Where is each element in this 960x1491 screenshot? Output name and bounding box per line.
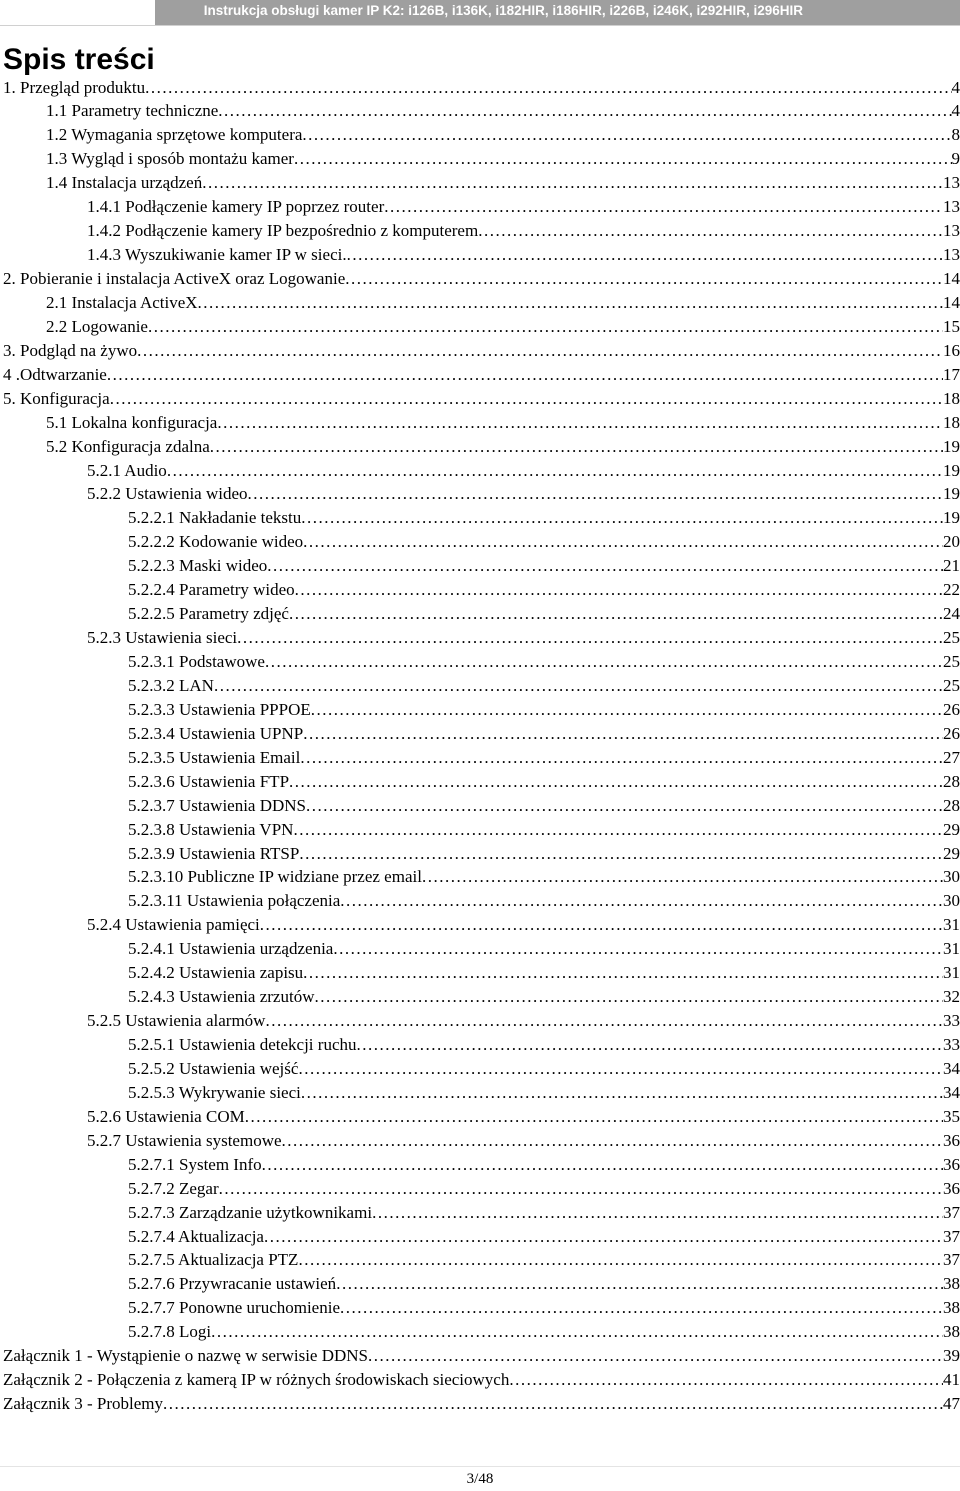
toc-entry[interactable] xyxy=(3,387,960,411)
toc-leader-dots xyxy=(265,1009,943,1033)
toc-entry-title: 5.2.3.9 Ustawienia RTSP xyxy=(128,843,300,863)
toc-entry[interactable] xyxy=(3,770,960,794)
toc-entry-page: 29 xyxy=(943,819,960,839)
toc-entry-title: 5.2.7.2 Zegar xyxy=(128,1178,219,1198)
toc-entry[interactable] xyxy=(3,1057,960,1081)
toc-leader-dots xyxy=(163,1392,943,1416)
toc-entry[interactable] xyxy=(3,1225,960,1249)
toc-entry-title: 5.2.4.1 Ustawienia urządzenia xyxy=(128,939,334,959)
toc-leader-dots xyxy=(210,435,943,459)
toc-entry[interactable] xyxy=(3,1320,960,1344)
toc-leader-dots xyxy=(298,1248,943,1272)
toc-entry-title: 5.2.7.8 Logi xyxy=(128,1322,212,1342)
toc-leader-dots xyxy=(303,530,943,554)
toc-entry[interactable] xyxy=(3,554,960,578)
toc-entry-title: 1.4.3 Wyszukiwanie kamer IP w sieci. xyxy=(87,245,347,265)
toc-entry-title: Załącznik 1 - Wystąpienie o nazwę w serwisie DDNS xyxy=(3,1346,368,1366)
toc-leader-dots xyxy=(295,578,943,602)
toc-entry-title: 5.2.3.6 Ustawienia FTP xyxy=(128,771,290,791)
toc-entry[interactable] xyxy=(3,865,960,889)
toc-entry-title: 5.2.7.6 Przywracanie ustawień xyxy=(128,1274,337,1294)
toc-leader-dots xyxy=(333,937,943,961)
toc-entry[interactable] xyxy=(3,243,960,267)
toc-entry[interactable] xyxy=(3,722,960,746)
toc-entry-title: 1.4 Instalacja urządzeń xyxy=(46,173,203,193)
toc-leader-dots xyxy=(301,1081,943,1105)
toc-leader-dots xyxy=(340,1296,943,1320)
toc-entry[interactable] xyxy=(3,315,960,339)
toc-entry-title: 2.1 Instalacja ActiveX xyxy=(46,292,198,312)
toc-leader-dots xyxy=(293,818,943,842)
toc-leader-dots xyxy=(303,961,943,985)
toc-entry[interactable] xyxy=(3,435,960,459)
toc-entry-page: 30 xyxy=(943,891,960,911)
toc-leader-dots xyxy=(214,674,943,698)
toc-entry[interactable] xyxy=(3,1153,960,1177)
toc-entry-page: 24 xyxy=(943,604,960,624)
header-divider xyxy=(0,25,960,26)
toc-leader-dots xyxy=(306,794,943,818)
toc-entry[interactable] xyxy=(3,889,960,913)
toc-entry-page: 33 xyxy=(943,1035,960,1054)
toc-leader-dots xyxy=(198,291,943,315)
toc-leader-dots xyxy=(294,147,952,171)
toc-entry-page: 36 xyxy=(943,1130,960,1150)
toc-leader-dots xyxy=(264,1225,943,1249)
toc-entry-title: 1.1 Parametry techniczne xyxy=(46,101,219,121)
toc-entry-page: 15 xyxy=(943,316,960,336)
document-title: Instrukcja obsługi kamer IP K2: i126B, i136K, i182HIR, i186HIR, i226B, i246K, i292HIR, i296HIR xyxy=(203,3,803,18)
toc-entry[interactable] xyxy=(3,1368,960,1392)
toc-entry-page: 14 xyxy=(943,292,960,312)
toc-entry-page: 31 xyxy=(943,963,960,983)
toc-entry-title: 5.2.2.2 Kodowanie wideo xyxy=(128,532,304,552)
toc-entry-page: 25 xyxy=(943,652,960,671)
toc-entry[interactable] xyxy=(3,1248,960,1272)
toc-entry[interactable] xyxy=(3,794,960,818)
toc-entry-page: 13 xyxy=(943,197,960,217)
toc-entry-page: 20 xyxy=(943,532,960,552)
toc-entry[interactable] xyxy=(3,746,960,770)
toc-entry[interactable] xyxy=(3,626,960,650)
toc-leader-dots xyxy=(237,626,943,650)
toc-entry-title: 5.2.1 Audio xyxy=(87,460,167,480)
toc-entry-page: 18 xyxy=(943,412,960,432)
toc-entry-page: 31 xyxy=(943,915,960,935)
toc-entry-title: 5.2.3.7 Ustawienia DDNS xyxy=(128,795,307,815)
toc-leader-dots xyxy=(509,1368,943,1392)
toc-entry-page: 21 xyxy=(943,556,960,576)
toc-entry-title: 4 .Odtwarzanie xyxy=(3,364,107,384)
toc-leader-dots xyxy=(211,1320,943,1344)
toc-entry-page: 25 xyxy=(943,628,960,648)
toc-entry[interactable] xyxy=(3,818,960,842)
toc-leader-dots xyxy=(314,985,943,1009)
toc-entry[interactable] xyxy=(3,1081,960,1105)
toc-entry-title: 1. Przegląd produktu xyxy=(3,77,146,97)
toc-leader-dots xyxy=(167,459,943,483)
toc-entry[interactable] xyxy=(3,1392,960,1416)
toc-entry-title: 5.2.7 Ustawienia systemowe xyxy=(87,1130,282,1150)
toc-entry-title: 5.2.4.2 Ustawienia zapisu xyxy=(128,963,304,983)
toc-entry-page: 26 xyxy=(943,699,960,719)
toc-heading: Spis treści xyxy=(3,43,155,76)
toc-entry[interactable] xyxy=(3,578,960,602)
toc-entry[interactable] xyxy=(3,1033,960,1057)
toc-entry-page: 36 xyxy=(943,1178,960,1198)
toc-leader-dots xyxy=(248,482,943,506)
toc-entry-page: 47 xyxy=(943,1394,960,1414)
toc-leader-dots xyxy=(368,1344,943,1368)
toc-entry-title: 3. Podgląd na żywo xyxy=(3,340,138,360)
toc-entry-page: 13 xyxy=(943,221,960,241)
toc-entry[interactable] xyxy=(3,1105,960,1129)
toc-entry-page: 8 xyxy=(951,125,960,145)
toc-leader-dots xyxy=(219,1177,943,1201)
toc-entry-page: 36 xyxy=(943,1154,960,1174)
toc-entry[interactable] xyxy=(3,842,960,866)
toc-entry[interactable] xyxy=(3,482,960,506)
toc-entry-title: 5.2.4.3 Ustawienia zrzutów xyxy=(128,987,315,1007)
toc-leader-dots xyxy=(110,387,943,411)
toc-entry-title: 5.2.3.8 Ustawienia VPN xyxy=(128,819,294,839)
toc-entry-page: 34 xyxy=(943,1058,960,1078)
toc-entry-page: 25 xyxy=(943,675,960,695)
toc-entry-title: 5.2.5 Ustawienia alarmów xyxy=(87,1011,266,1031)
toc-leader-dots xyxy=(347,243,943,267)
toc-entry-title: 5.2.3 Ustawienia sieci xyxy=(87,628,238,648)
toc-entry[interactable] xyxy=(3,147,960,171)
toc-entry-title: 5.2.5.2 Ustawienia wejść xyxy=(128,1058,299,1078)
toc-entry-title: 1.3 Wygląd i sposób montażu kamer xyxy=(46,149,294,169)
page-number: 3/48 xyxy=(466,1471,494,1487)
header-bar xyxy=(0,0,960,25)
toc-entry[interactable] xyxy=(3,76,960,100)
toc-entry[interactable] xyxy=(3,459,960,483)
toc-entry[interactable] xyxy=(3,1296,960,1320)
toc-entry-title: 5.2.7.3 Zarządzanie użytkownikami xyxy=(128,1202,373,1222)
toc-entry[interactable] xyxy=(3,1272,960,1296)
toc-entry-title: 5.2.5.1 Ustawienia detekcji ruchu xyxy=(128,1035,357,1054)
toc-entry-page: 19 xyxy=(943,460,960,480)
table-of-contents xyxy=(3,76,960,1417)
toc-entry-page: 32 xyxy=(943,987,960,1007)
toc-leader-dots xyxy=(267,554,943,578)
toc-entry[interactable] xyxy=(3,506,960,530)
toc-entry-title: 5.2.7.5 Aktualizacja PTZ xyxy=(128,1250,299,1270)
toc-entry-title: 1.4.1 Podłączenie kamery IP poprzez router xyxy=(87,197,385,217)
toc-entry-page: 19 xyxy=(943,508,960,528)
toc-entry[interactable] xyxy=(3,698,960,722)
toc-entry-title: 5.2.3.5 Ustawienia Email xyxy=(128,747,301,767)
toc-entry[interactable] xyxy=(3,99,960,123)
toc-entry-page: 34 xyxy=(943,1082,960,1102)
toc-entry-title: 5.2.2.4 Parametry wideo xyxy=(128,580,295,600)
toc-entry-title: 5.2.3.3 Ustawienia PPPOE xyxy=(128,699,311,719)
toc-leader-dots xyxy=(145,76,951,100)
toc-entry[interactable] xyxy=(3,985,960,1009)
toc-entry-page: 38 xyxy=(943,1298,960,1318)
toc-entry-title: Załącznik 2 - Połączenia z kamerą IP w różnych środowiskach sieciowych xyxy=(3,1370,510,1390)
toc-entry-title: 5.2.3.1 Podstawowe xyxy=(128,652,265,671)
toc-entry-page: 19 xyxy=(943,484,960,504)
toc-leader-dots xyxy=(107,363,943,387)
toc-leader-dots xyxy=(311,698,943,722)
toc-entry-title: 5.2.7.7 Ponowne uruchomienie xyxy=(128,1298,340,1318)
toc-leader-dots xyxy=(262,1153,943,1177)
toc-entry[interactable] xyxy=(3,650,960,674)
toc-leader-dots xyxy=(303,722,943,746)
footer-divider xyxy=(0,1466,960,1467)
toc-leader-dots xyxy=(148,315,943,339)
toc-entry-page: 18 xyxy=(943,388,960,408)
toc-leader-dots xyxy=(478,219,943,243)
toc-entry-title: 2.2 Logowanie xyxy=(46,316,148,336)
toc-entry-page: 30 xyxy=(943,867,960,887)
toc-entry-title: 5.2.2 Ustawienia wideo xyxy=(87,484,248,504)
toc-leader-dots xyxy=(345,267,943,291)
toc-entry-title: 5.2.3.4 Ustawienia UPNP xyxy=(128,723,304,743)
toc-entry-title: 5.2.7.4 Aktualizacja xyxy=(128,1226,264,1246)
toc-leader-dots xyxy=(422,865,943,889)
toc-leader-dots xyxy=(265,650,943,674)
toc-entry-title: 1.2 Wymagania sprzętowe komputera xyxy=(46,125,303,145)
toc-entry[interactable] xyxy=(3,674,960,698)
toc-entry[interactable] xyxy=(3,123,960,147)
toc-entry-title: 5.2.3.2 LAN xyxy=(128,675,214,695)
toc-entry-title: 5.2.2.1 Nakładanie tekstu xyxy=(128,508,302,528)
toc-entry-page: 16 xyxy=(943,340,960,360)
toc-entry[interactable] xyxy=(3,339,960,363)
toc-entry-title: 5.2.6 Ustawienia COM xyxy=(87,1106,245,1126)
toc-entry[interactable] xyxy=(3,913,960,937)
toc-leader-dots xyxy=(372,1201,943,1225)
toc-leader-dots xyxy=(336,1272,943,1296)
toc-leader-dots xyxy=(282,1129,943,1153)
toc-entry-title: Załącznik 3 - Problemy xyxy=(3,1394,164,1414)
toc-leader-dots xyxy=(218,99,951,123)
toc-entry-page: 26 xyxy=(943,723,960,743)
toc-entry-title: 5.2.5.3 Wykrywanie sieci xyxy=(128,1082,301,1102)
toc-entry-title: 5.2.2.3 Maski wideo xyxy=(128,556,268,576)
toc-entry-title: 5.2.4 Ustawienia pamięci xyxy=(87,915,260,935)
toc-entry-title: 2. Pobieranie i instalacja ActiveX oraz Logowanie xyxy=(3,269,346,288)
toc-entry[interactable] xyxy=(3,530,960,554)
toc-entry-page: 28 xyxy=(943,795,960,815)
toc-leader-dots xyxy=(357,1033,944,1057)
toc-entry-page: 37 xyxy=(943,1202,960,1222)
toc-leader-dots xyxy=(289,770,943,794)
toc-entry-page: 29 xyxy=(943,843,960,863)
toc-entry-page: 37 xyxy=(943,1226,960,1246)
toc-entry-page: 31 xyxy=(943,939,960,959)
toc-leader-dots xyxy=(260,913,943,937)
toc-entry[interactable] xyxy=(3,267,960,291)
toc-entry-page: 4 xyxy=(951,77,960,97)
toc-entry-page: 19 xyxy=(943,436,960,456)
toc-entry[interactable] xyxy=(3,1177,960,1201)
toc-entry[interactable] xyxy=(3,171,960,195)
toc-entry-page: 13 xyxy=(943,245,960,265)
toc-entry-page: 13 xyxy=(943,173,960,193)
toc-entry-title: 1.4.2 Podłączenie kamery IP bezpośrednio z komputerem xyxy=(87,221,479,241)
toc-leader-dots xyxy=(137,339,943,363)
toc-leader-dots xyxy=(245,1105,943,1129)
toc-entry[interactable] xyxy=(3,363,960,387)
toc-leader-dots xyxy=(301,506,943,530)
toc-entry-page: 35 xyxy=(943,1106,960,1126)
toc-leader-dots xyxy=(298,1057,943,1081)
toc-entry-title: 5.2 Konfiguracja zdalna xyxy=(46,436,210,456)
toc-entry-page: 41 xyxy=(943,1370,960,1390)
toc-leader-dots xyxy=(299,842,943,866)
toc-leader-dots xyxy=(300,746,943,770)
toc-entry-page: 38 xyxy=(943,1274,960,1294)
toc-leader-dots xyxy=(217,411,943,435)
toc-entry-title: 5.2.2.5 Parametry zdjęć xyxy=(128,604,289,624)
toc-leader-dots xyxy=(202,171,943,195)
toc-leader-dots xyxy=(289,602,943,626)
toc-leader-dots xyxy=(384,195,943,219)
toc-entry[interactable] xyxy=(3,195,960,219)
toc-entry-title: 5.1 Lokalna konfiguracja xyxy=(46,412,218,432)
toc-entry-page: 27 xyxy=(943,747,960,767)
toc-entry[interactable] xyxy=(3,291,960,315)
toc-entry-title: 5.2.3.10 Publiczne IP widziane przez email xyxy=(128,867,422,887)
toc-entry-title: 5. Konfiguracja xyxy=(3,388,110,408)
toc-entry-page: 9 xyxy=(951,149,960,169)
toc-entry-page: 33 xyxy=(943,1011,960,1031)
toc-leader-dots xyxy=(302,123,951,147)
toc-leader-dots xyxy=(340,889,943,913)
toc-entry[interactable] xyxy=(3,411,960,435)
toc-entry-page: 38 xyxy=(943,1322,960,1342)
toc-entry-page: 14 xyxy=(943,269,960,288)
toc-entry-title: 5.2.3.11 Ustawienia połączenia xyxy=(128,891,341,911)
toc-entry[interactable] xyxy=(3,1201,960,1225)
toc-entry[interactable] xyxy=(3,1344,960,1368)
toc-entry-title: 5.2.7.1 System Info xyxy=(128,1154,262,1174)
toc-entry[interactable] xyxy=(3,1009,960,1033)
toc-entry-page: 37 xyxy=(943,1250,960,1270)
toc-entry-page: 28 xyxy=(943,771,960,791)
toc-entry[interactable] xyxy=(3,961,960,985)
toc-entry-page: 17 xyxy=(943,364,960,384)
toc-entry-page: 22 xyxy=(943,580,960,600)
toc-entry[interactable] xyxy=(3,219,960,243)
toc-entry[interactable] xyxy=(3,937,960,961)
toc-entry[interactable] xyxy=(3,1129,960,1153)
page-header xyxy=(0,0,960,25)
toc-entry-page: 39 xyxy=(943,1346,960,1366)
toc-entry-page: 4 xyxy=(951,101,960,121)
toc-entry[interactable] xyxy=(3,602,960,626)
